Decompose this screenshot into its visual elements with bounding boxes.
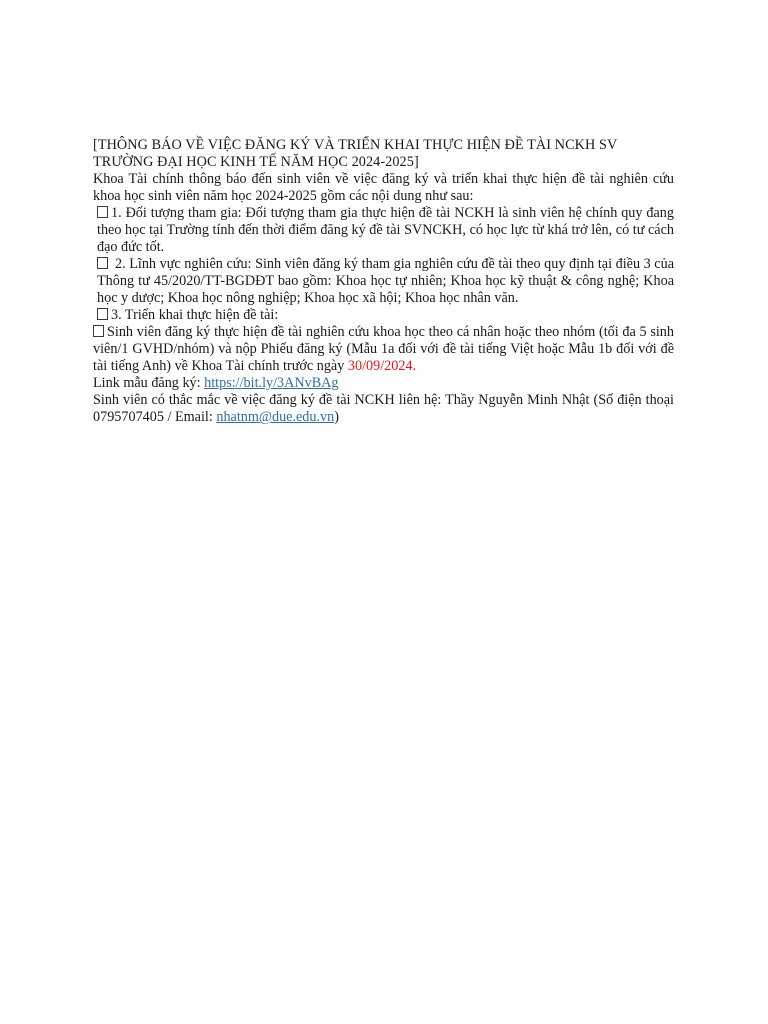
item-implementation-body	[93, 324, 674, 375]
document-title: [THÔNG BÁO VỀ VIỆC ĐĂNG KÝ VÀ TRIỂN KHAI THỰC HIỆN ĐỀ TÀI NCKH SV TRƯỜNG ĐẠI HỌC KINH TẾ NĂM HỌC 2024-2025]	[93, 137, 618, 170]
implementation-text: Sinh viên đăng ký thực hiện đề tài nghiên cứu khoa học theo cá nhân hoặc theo nhóm (tối đa 5 sinh viên/1 GVHD/nhóm) và nộp Phiếu đăng ký (Mẫu 1a đối với đề tài tiếng Việt hoặc Mẫu 1b đối với đề tài tiếng Anh) về Khoa Tài chính trước ngày	[93, 324, 674, 374]
contact-text: Sinh viên có thắc mắc về việc đăng ký đề tài NCKH liên hệ: Thầy Nguyễn Minh Nhật (Số điện thoại 0795707405 / Email:	[93, 392, 674, 425]
missing-glyph-box-icon	[97, 257, 108, 269]
item-eligibility-text: 1. Đối tượng tham gia: Đối tượng tham gia thực hiện đề tài NCKH là sinh viên hệ chính quy đang theo học tại Trường tính đến thời điểm đăng ký đề tài SVNCKH, có học lực từ khá trở lên, có tư cách đạo đức tốt.	[97, 205, 674, 255]
missing-glyph-box-icon	[97, 206, 108, 218]
intro-paragraph: Khoa Tài chính thông báo đến sinh viên về việc đăng ký và triển khai thực hiện đề tài nghiên cứu khoa học sinh viên năm học 2024-2025 gồm các nội dung như sau:	[93, 171, 674, 204]
item-implementation-heading-text: 3. Triển khai thực hiện đề tài:	[111, 307, 279, 323]
registration-form-link[interactable]: https://bit.ly/3ANvBAg	[204, 375, 339, 391]
contact-paragraph	[93, 392, 674, 426]
item-implementation-heading	[93, 307, 674, 324]
missing-glyph-box-icon	[93, 325, 104, 337]
document-body	[93, 137, 674, 426]
item-research-fields	[93, 256, 674, 307]
contact-suffix: )	[334, 409, 339, 425]
item-eligibility	[93, 205, 674, 256]
contact-email-link[interactable]: nhatnm@due.edu.vn	[216, 409, 335, 425]
registration-link-label: Link mẫu đăng ký:	[93, 375, 205, 391]
deadline-date: 30/09/2024.	[347, 358, 417, 374]
item-research-fields-text: 2. Lĩnh vực nghiên cứu: Sinh viên đăng ký tham gia nghiên cứu đề tài theo quy định tại điều 3 của Thông tư 45/2020/TT-BGDĐT bao gồm: Khoa học tự nhiên; Khoa học kỹ thuật & công nghệ; Khoa học y dược; Khoa học nông nghiệp; Khoa học xã hội; Khoa học nhân văn.	[97, 256, 674, 306]
registration-link-line	[93, 375, 674, 392]
missing-glyph-box-icon	[97, 308, 108, 320]
